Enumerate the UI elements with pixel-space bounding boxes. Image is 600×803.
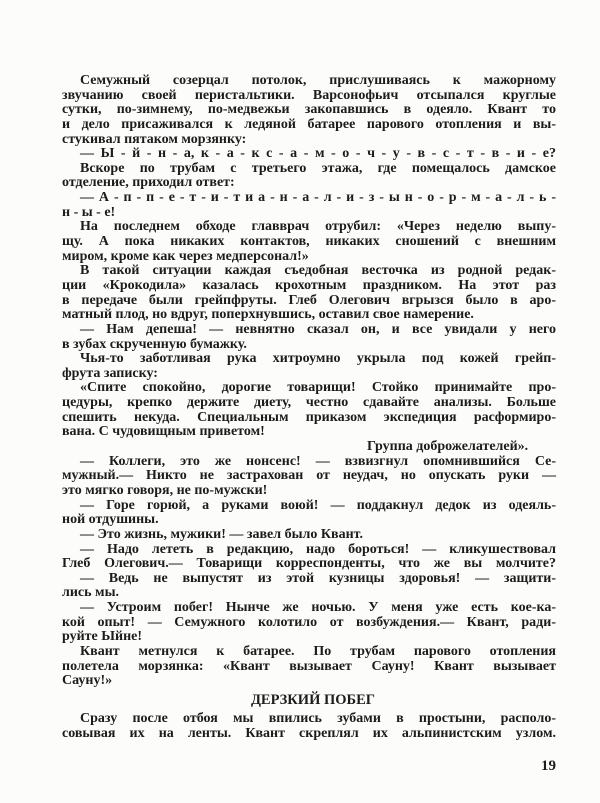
paragraph [62, 601, 556, 645]
paragraph [62, 528, 556, 543]
text-line: — Это жизнь, мужики! — завел было Квант. [80, 526, 364, 542]
text-line: Глеб Олегович.— Товарищи корреспонденты, что же вы молчите? [62, 556, 556, 572]
section-heading: ДЕРЗКИЙ ПОБЕГ [250, 691, 376, 708]
paragraph [62, 323, 556, 352]
text-line: полетела морзянка: «Квант вызывает Сауну! Квант вызывает [62, 658, 556, 674]
text-line: Чья-то заботливая рука хитроумно укрыла под кожей грейп- [80, 351, 556, 367]
text-line: кой опыт! — Семужного колотило от возбуждения.— Квант, ради- [62, 614, 556, 630]
text-line: В такой ситуации каждая съедобная весточка из родной редак- [80, 263, 556, 279]
text-line: лись мы. [62, 585, 120, 601]
text-line: Сразу после отбоя мы впились зубами в простыни, располо- [80, 710, 556, 726]
text-line: «Спите спокойно, дорогие товарищи! Стойко принимайте про- [80, 380, 556, 396]
paragraph [62, 455, 556, 499]
text-line: звучанию своей перистальтики. Варсонофьич отсыпался круглые [62, 87, 556, 103]
text-line: Квант метнулся к батарее. По трубам парового отопления [80, 643, 556, 659]
text-line: Семужный созерцал потолок, прислушиваясь к мажорному [80, 73, 556, 88]
paragraph [62, 499, 556, 528]
page-number: 19 [541, 758, 556, 774]
text-line: — Надо лететь в редакцию, надо бороться! — кликушествовал [80, 541, 556, 557]
text-line: — Горе горюй, а руками воюй! — поддакнул дедок из одеяль- [80, 497, 556, 513]
text-line: совывая их на ленты. Квант скреплял их альпинистским узлом. [62, 725, 556, 741]
text-line: н - ы - е! [62, 204, 116, 220]
text-line: — Устроим побег! Нынче же ночью. У меня уже есть кое-ка- [80, 600, 556, 616]
paragraph [62, 191, 556, 220]
text-line: — Ы - й - н - а, к - а - к с - а - м - о - ч - у - в - с - т - в - и - е? [80, 146, 556, 162]
text-line: сутки, по-зимнему, по-медвежьи закопавшись в одеяло. Квант то [62, 102, 556, 118]
text-line: — Ведь не выпустят из этой кузницы здоровья! — защити- [80, 570, 556, 586]
paragraph [62, 220, 556, 264]
text-line: отделение, приходил ответ: [62, 175, 235, 191]
text-line: миром, кроме как через медперсонал!» [62, 248, 309, 264]
paragraph [62, 147, 556, 162]
text-line: — А - п - п - е - т - и - т и а - н - а - л - и - з - ы н - о - р - м - а - л - ь - [80, 190, 556, 206]
text-line: матный плод, но вдруг, поперхнувшись, оставил свое намерение. [62, 307, 474, 323]
text-line: руйте Ыйне! [62, 629, 143, 645]
text-line: — Нам депеша! — невнятно сказал он, и все увидали у него [80, 321, 556, 337]
text-block-bottom [62, 712, 556, 741]
paragraph [62, 712, 556, 741]
text-line: в зубах скрученную бумажку. [62, 336, 247, 352]
text-line: в передаче были грейпфруты. Глеб Олегович вгрызся было в аро- [62, 292, 556, 308]
text-line: цедуры, крепко держите диету, честно сдавайте анализы. Больше [62, 395, 556, 411]
text-line: — Коллеги, это же нонсенс! — взвизгнул опомнившийся Се- [80, 453, 556, 469]
signature: Группа доброжелателей». [367, 439, 529, 455]
paragraph [62, 381, 556, 440]
text-block-middle [62, 455, 556, 689]
text-line: ной отдушины. [62, 512, 159, 528]
paragraph [62, 162, 556, 191]
paragraph [62, 74, 556, 147]
paragraph [62, 543, 556, 572]
text-line: щу. А пока никаких контактов, никаких сношений с внешним [62, 234, 556, 250]
text-line: вана. С чудовищным приветом! [62, 424, 265, 440]
text-line: стукивал пятаком морзянку: [62, 131, 247, 147]
text-block-top [62, 74, 556, 440]
text-line: Сауну!» [62, 673, 113, 689]
text-line: Вскоре по трубам с третьего этажа, где помещалось дамское [80, 160, 556, 176]
text-line: фрута записку: [62, 365, 158, 381]
text-line: спешить некуда. Специальным приказом экспедиция расформиро- [62, 409, 556, 425]
paragraph [62, 572, 556, 601]
text-line: мужный.— Никто не застрахован от неудач, но опускать руки — [62, 468, 556, 484]
text-line: и дело присаживался к ледяной батарее парового отопления и вы- [62, 116, 556, 132]
text-line: На последнем обходе главврач отрубил: «Через неделю выпу- [80, 219, 556, 235]
text-line: ции «Крокодила» казалась крохотным праздником. На этот раз [62, 277, 556, 293]
text-line: это мягко говоря, не по-мужски! [62, 482, 268, 498]
paragraph [62, 352, 556, 381]
paragraph [62, 645, 556, 689]
page-text [62, 74, 556, 741]
paragraph [62, 264, 556, 323]
